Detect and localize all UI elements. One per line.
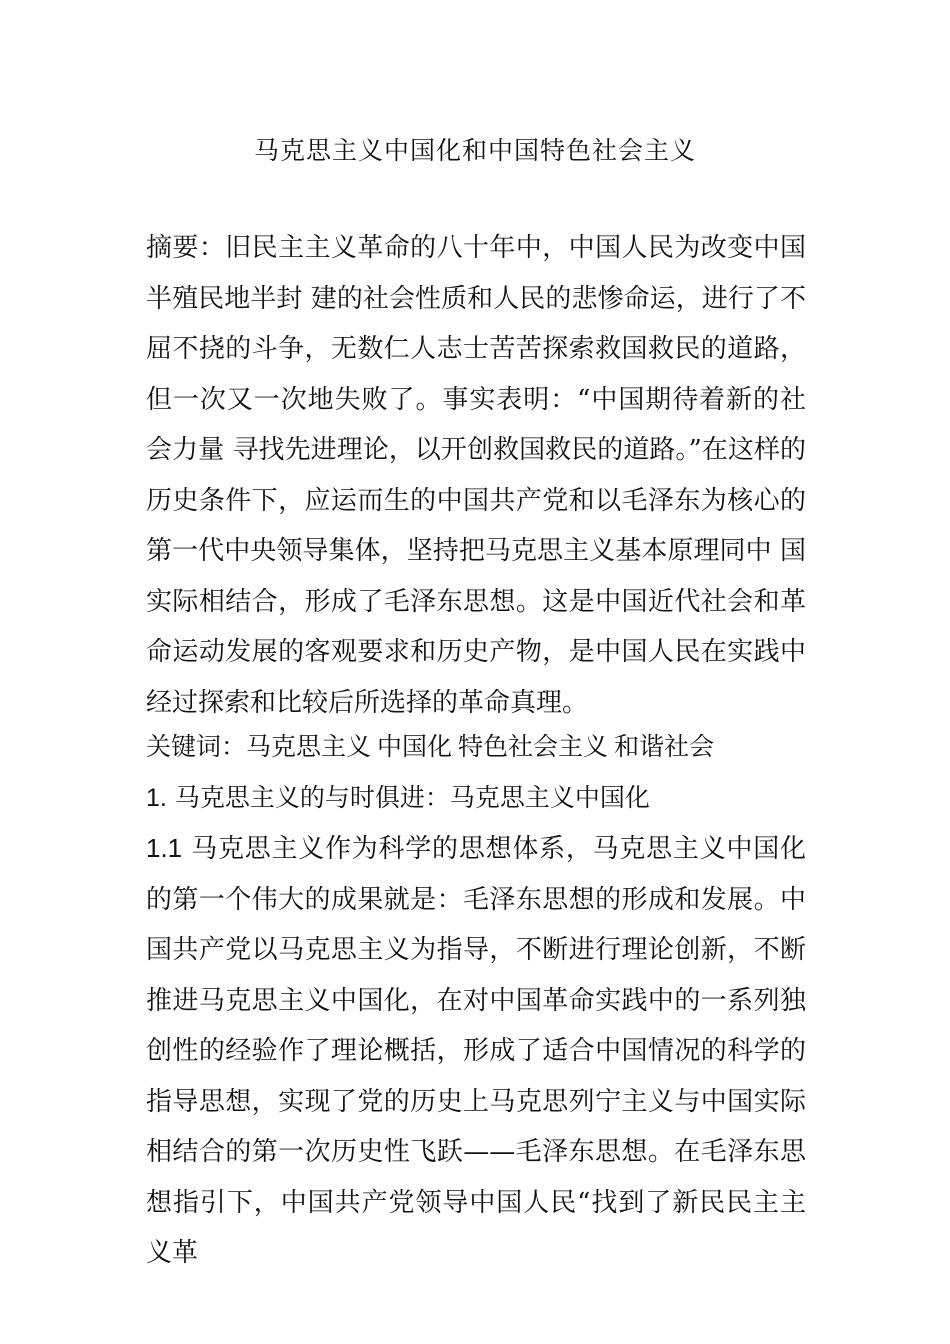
section-title: 马克思主义的与时俱进：马克思主义中国化 <box>174 783 650 812</box>
keyword-item: 和谐社会 <box>614 732 715 761</box>
keyword-item: 马克思主义 <box>246 732 372 761</box>
keywords-label: 关键词： <box>146 732 247 761</box>
keyword-item: 中国化 <box>377 732 453 761</box>
section-paragraph <box>146 823 806 1279</box>
subsection-number: 1.1 <box>146 833 183 863</box>
abstract-paragraph: 摘要：旧民主主义革命的八十年中，中国人民为改变中国半殖民地半封 建的社会性质和人民的悲惨命运，进行了不屈不挠的斗争，无数仁人志士苦苦探索救国救民的道路，但一次又一次地失败了。事实表明：“中国期待着新的社会力量 寻找先进理论，以开创救国救民的道路。”在这样的历史条件下，应运而生的中国共产党和以毛泽东为核心的第一代中央领导集体，坚持把马克思主义基本原理同中 国实际相结合，形成了毛泽东思想。这是中国近代社会和革命运动发展的客观要求和历史产物，是中国人民在实践中经过探索和比较后所选择的革命真理。 <box>146 233 806 718</box>
subsection-text: 马克思主义作为科学的思想体系，马克思主义中国化的第一个伟大的成果就是：毛泽东思想的形成和发展。中国共产党以马克思主义为指导，不断进行理论创新，不断推进马克思主义中国化，在对中国革命实践中的一系列独创性的经验作了理论概括，形成了适合中国情况的科学的指导思想，实现了党的历史上马克思列宁主义与中国实际相结合的第一次历史性飞跃——毛泽东思想。在毛泽东思想指引下，中国共产党领导中国人民“找到了新民民主主义革 <box>146 834 806 1268</box>
keywords-line <box>146 727 806 767</box>
keyword-item: 特色社会主义 <box>458 732 609 761</box>
section-heading <box>146 778 806 818</box>
document-title: 马克思主义中国化和中国特色社会主义 <box>253 136 696 165</box>
section-number: 1. <box>146 784 167 812</box>
